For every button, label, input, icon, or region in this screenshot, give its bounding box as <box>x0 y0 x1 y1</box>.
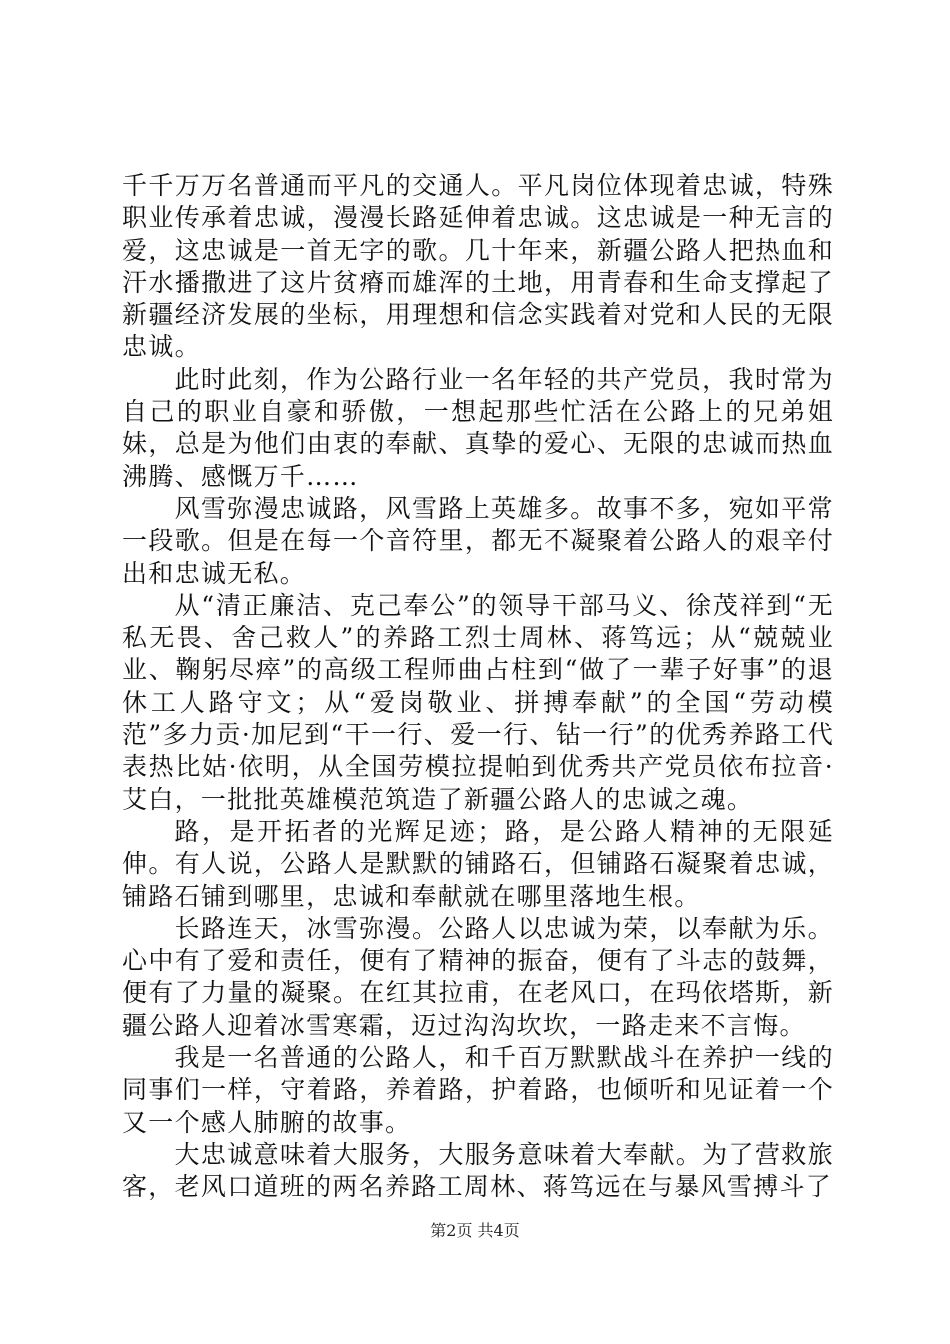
paragraph-6: 长路连天，冰雪弥漫。公路人以忠诚为荣，以奉献为乐。心中有了爱和责任，便有了精神的振奋，便有了斗志的鼓舞，便有了力量的凝聚。在红其拉甫，在老风口，在玛依塔斯，新疆公路人迎着冰雪寒霜，迈过沟沟坎坎，一路走来不言悔。 <box>122 913 834 1040</box>
paragraph-2: 此时此刻，作为公路行业一名年轻的共产党员，我时常为自己的职业自豪和骄傲，一想起那些忙活在公路上的兄弟姐妹，总是为他们由衷的奉献、真挚的爱心、无限的忠诚而热血沸腾、感慨万千…… <box>122 364 834 491</box>
paragraph-8: 大忠诚意味着大服务，大服务意味着大奉献。为了营救旅客，老风口道班的两名养路工周林、蒋笃远在与暴风雪搏斗了 <box>122 1139 834 1202</box>
paragraph-5: 路，是开拓者的光辉足迹；路，是公路人精神的无限延伸。有人说，公路人是默默的铺路石，但铺路石凝聚着忠诚，铺路石铺到哪里，忠诚和奉献就在哪里落地生根。 <box>122 816 834 911</box>
paragraph-1: 千千万万名普通而平凡的交通人。平凡岗位体现着忠诚，特殊职业传承着忠诚，漫漫长路延伸着忠诚。这忠诚是一种无言的爱，这忠诚是一首无字的歌。几十年来，新疆公路人把热血和汗水播撒进了这片贫瘠而雄浑的土地，用青春和生命支撑起了新疆经济发展的坐标，用理想和信念实践着对党和人民的无限忠诚。 <box>122 171 834 362</box>
paragraph-3: 风雪弥漫忠诚路，风雪路上英雄多。故事不多，宛如平常一段歌。但是在每一个音符里，都无不凝聚着公路人的艰辛付出和忠诚无私。 <box>122 493 834 588</box>
paragraph-4: 从“清正廉洁、克己奉公”的领导干部马义、徐茂祥到“无私无畏、舍己救人”的养路工烈士周林、蒋笃远；从“兢兢业业、鞠躬尽瘁”的高级工程师曲占柱到“做了一辈子好事”的退休工人路守文；从“爱岗敬业、拼搏奉献”的全国“劳动模范”多力贡·加尼到“干一行、爱一行、钻一行”的优秀养路工代表热比姑·依明，从全国劳模拉提帕到优秀共产党员依布拉音·艾白，一批批英雄模范筑造了新疆公路人的忠诚之魂。 <box>122 590 834 814</box>
document-body <box>122 170 834 1204</box>
page-number-footer: 第2页 共4页 <box>430 1221 520 1240</box>
paragraph-7: 我是一名普通的公路人，和千百万默默战斗在养护一线的同事们一样，守着路，养着路，护着路，也倾听和见证着一个又一个感人肺腑的故事。 <box>122 1043 834 1137</box>
